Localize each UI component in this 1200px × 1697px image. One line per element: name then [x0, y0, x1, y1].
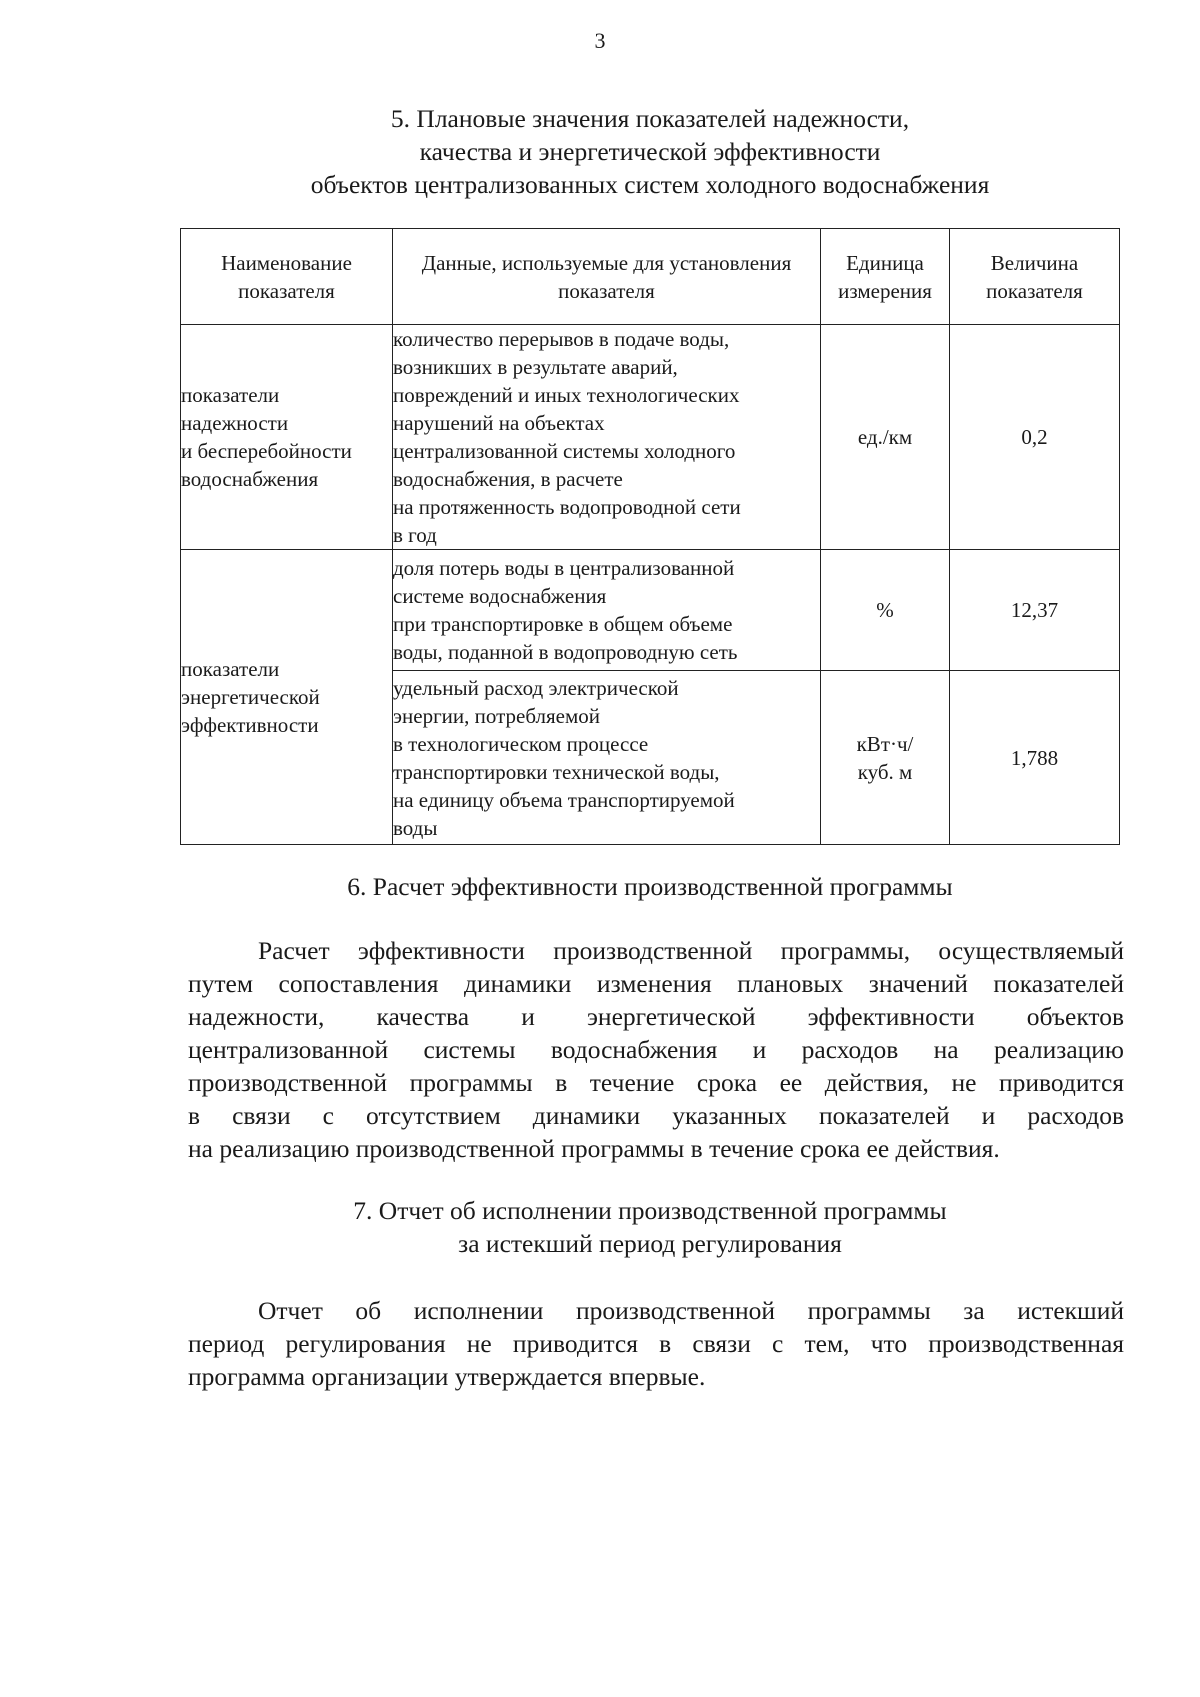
heading-line: объектов централизованных систем холодного водоснабжения [310, 170, 990, 199]
indicator-value-cell: 1,788 [950, 671, 1120, 845]
table-header-row [181, 229, 1120, 325]
indicator-data-cell: удельный расход электрической энергии, потребляемой в технологическом процессе транспортировки технической воды, на единицу объема транспортируемой воды [393, 671, 821, 845]
header-name: Наименование показателя [181, 229, 393, 325]
indicator-data-cell: доля потерь воды в централизованной системе водоснабжения при транспортировке в общем объеме воды, поданной в водопроводную сеть [393, 550, 821, 671]
heading-line: качества и энергетической эффективности [419, 137, 881, 166]
indicators-table [180, 228, 1120, 845]
paragraph-line: программа организации утверждается впервые. [188, 1362, 706, 1391]
header-unit: Единица измерения [821, 229, 950, 325]
heading-line: 6. Расчет эффективности производственной программы [347, 872, 953, 901]
paragraph-line: централизованной системы водоснабжения и расходов на реализацию [188, 1035, 1124, 1064]
table-row [181, 325, 1120, 550]
paragraph-line: надежности, качества и энергетической эффективности объектов [188, 1002, 1124, 1031]
indicator-unit-cell: % [821, 550, 950, 671]
indicator-name-cell: показатели энергетической эффективности [181, 550, 393, 845]
paragraph-line: производственной программы в течение срока ее действия, не приводится [188, 1068, 1124, 1097]
indicator-unit-cell: ед./км [821, 325, 950, 550]
heading-line: 5. Плановые значения показателей надежности, [390, 104, 910, 133]
paragraph-line: путем сопоставления динамики изменения плановых значений показателей [188, 969, 1124, 998]
paragraph-line: Расчет эффективности производственной программы, осуществляемый [258, 936, 1124, 965]
page-number: 3 [594, 28, 606, 53]
section-6-heading [180, 870, 1120, 903]
paragraph-line: Отчет об исполнении производственной программы за истекший [258, 1296, 1124, 1325]
indicator-name-cell: показатели надежности и бесперебойности водоснабжения [181, 325, 393, 550]
paragraph-line: в связи с отсутствием динамики указанных показателей и расходов [188, 1101, 1124, 1130]
indicator-value-cell: 0,2 [950, 325, 1120, 550]
section-5-heading [180, 102, 1120, 201]
paragraph-line: период регулирования не приводится в связи с тем, что производственная [188, 1329, 1124, 1358]
indicator-data-cell: количество перерывов в подаче воды, возникших в результате аварий, повреждений и иных технологических нарушений на объектах централизованной системы холодного водоснабжения, в расчете на протяженность водопроводной сети в год [393, 325, 821, 550]
paragraph-line: на реализацию производственной программы в течение срока ее действия. [188, 1134, 1000, 1163]
section-7-paragraph [188, 1294, 1124, 1393]
header-data: Данные, используемые для установления показателя [393, 229, 821, 325]
section-6-paragraph [188, 934, 1124, 1165]
indicator-value-cell: 12,37 [950, 550, 1120, 671]
heading-line: 7. Отчет об исполнении производственной программы [353, 1196, 947, 1225]
heading-line: за истекший период регулирования [458, 1229, 842, 1258]
table-row [181, 550, 1120, 671]
header-value: Величина показателя [950, 229, 1120, 325]
indicator-unit-cell: кВт·ч/ куб. м [821, 671, 950, 845]
section-7-heading [180, 1194, 1120, 1260]
